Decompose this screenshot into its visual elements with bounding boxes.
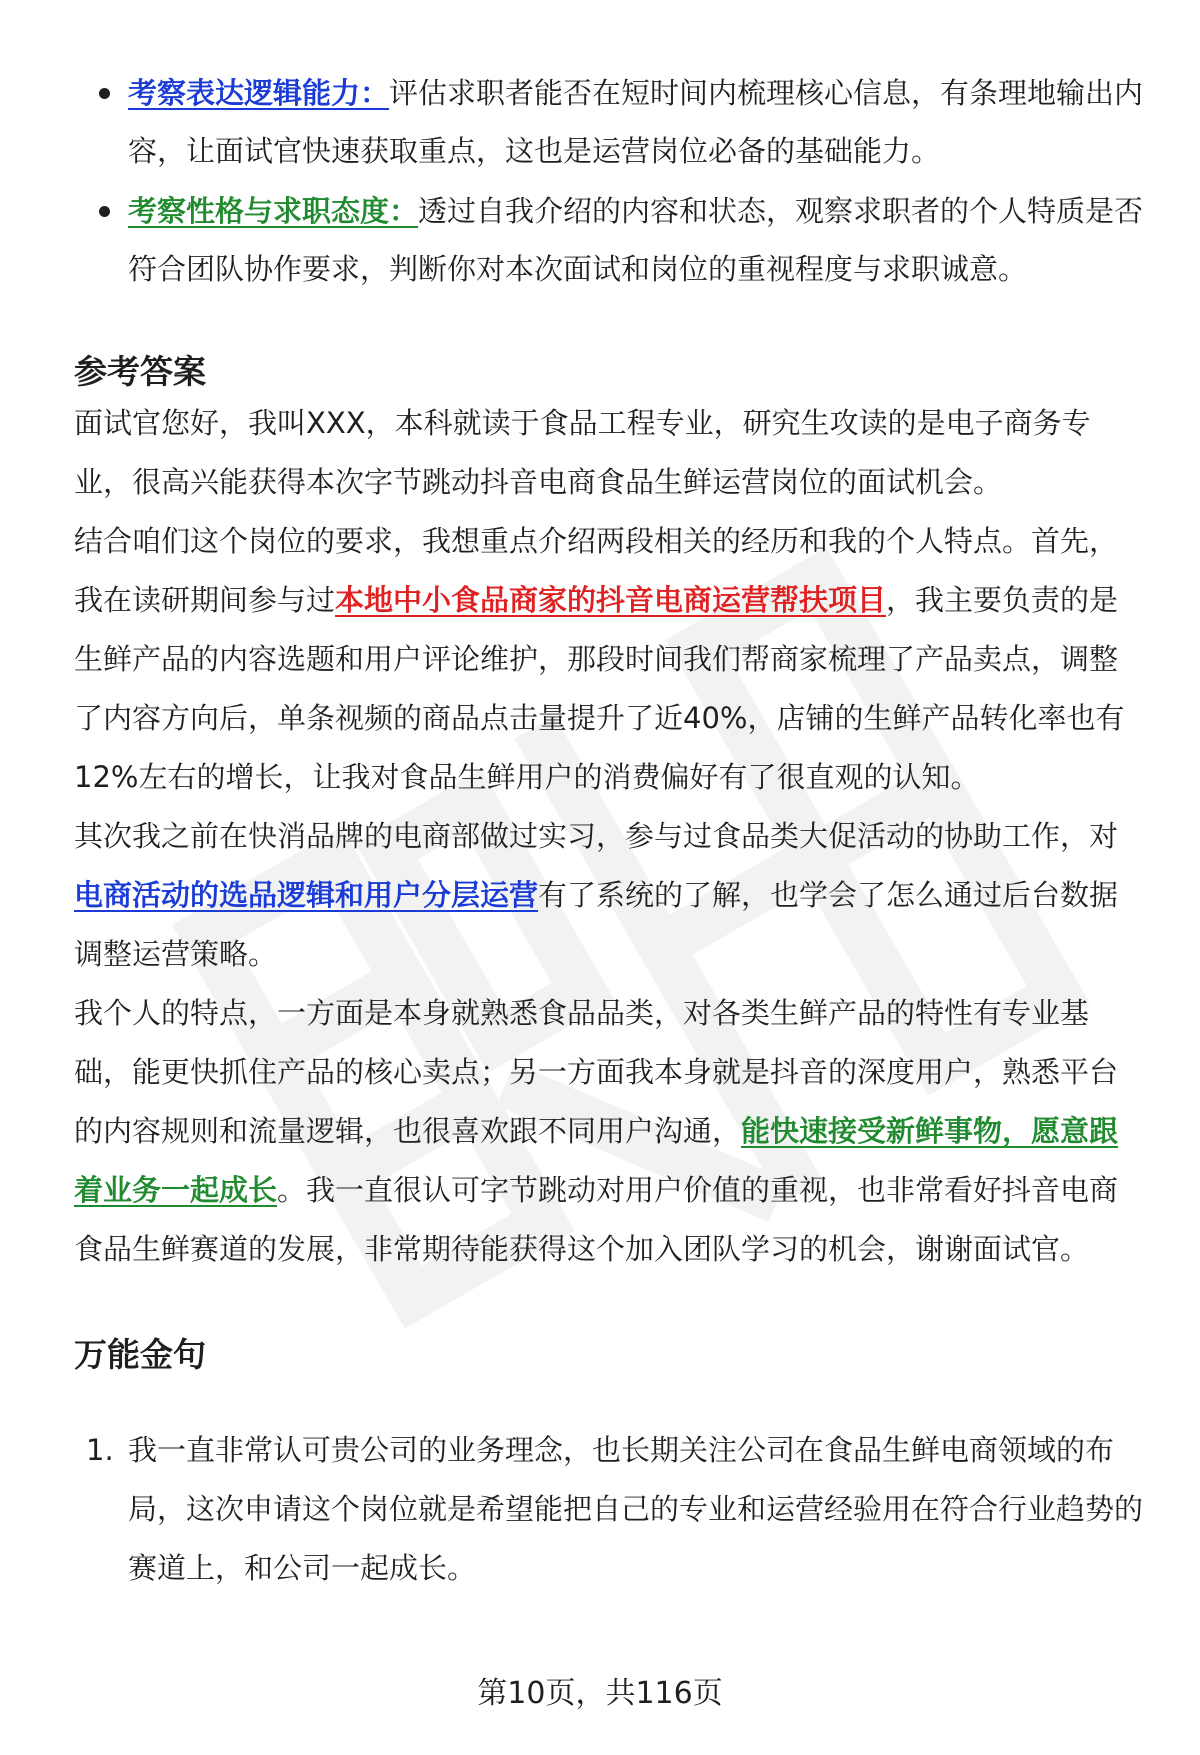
paragraph-text: 我个人的特点，一方面是本身就熟悉食品品类，对各类生鲜产品的特性有专业基础，能更快抓住产品的核心卖点；另一方面我本身就是抖音的深度用户，熟悉平台的内容规则和流量逻辑，也很喜欢跟不同用户沟通， xyxy=(74,996,1119,1148)
answer-internship-paragraph xyxy=(74,807,1146,984)
list-item-number: 1. xyxy=(86,1433,114,1467)
list-item xyxy=(74,1421,1146,1598)
bullet-dot-icon xyxy=(99,88,110,99)
answer-intro-paragraph: 面试官您好，我叫XXX，本科就读于食品工程专业，研究生攻读的是电子商务专业，很高兴能获得本次字节跳动抖音电商食品生鲜运营岗位的面试机会。 xyxy=(74,406,1091,499)
answer-personal-traits-paragraph xyxy=(74,984,1146,1279)
paragraph-text: 有了系统的了解，也学会了怎么通过后台数据调整运营策略。 xyxy=(74,878,1119,971)
paragraph-text: 其次我之前在快消品牌的电商部做过实习，参与过食品类大促活动的协助工作，对 xyxy=(74,819,1119,853)
bullet-text: 评估求职者能否在短时间内梳理核心信息，有条理地输出内容，让面试官快速获取重点，这也是运营岗位必备的基础能力。 xyxy=(128,76,1144,168)
section-heading-golden-sentences: 万能金句 xyxy=(74,1335,206,1374)
highlight-growth-attitude: 能快速接受新鲜事物，愿意跟着业务一起成长 xyxy=(74,1114,1119,1207)
section-heading-answer: 参考答案 xyxy=(74,352,206,391)
answer-experience-paragraph xyxy=(74,512,1146,807)
highlight-project: 本地中小食品商家的抖音电商运营帮扶项目 xyxy=(335,583,887,617)
keyword-personality-attitude: 考察性格与求职态度： xyxy=(128,194,419,228)
golden-sentence-list xyxy=(74,1421,1146,1598)
list-item xyxy=(74,64,1146,180)
highlight-operations-logic: 电商活动的选品逻辑和用户分层运营 xyxy=(74,878,539,912)
paragraph-text: 结合咱们这个岗位的要求，我想重点介绍两段相关的经历和我的个人特点。首先，我在读研期间参与过 xyxy=(74,524,1119,617)
page-number-footer: 第10页，共116页 xyxy=(477,1676,723,1711)
list-item-text: 我一直非常认可贵公司的业务理念，也长期关注公司在食品生鲜电商领域的布局，这次申请这个岗位就是希望能把自己的专业和运营经验用在符合行业趋势的赛道上，和公司一起成长。 xyxy=(128,1433,1144,1585)
bullet-dot-icon xyxy=(99,206,110,217)
bullet-text: 透过自我介绍的内容和状态，观察求职者的个人特质是否符合团队协作要求，判断你对本次面试和岗位的重视程度与求职诚意。 xyxy=(128,194,1144,286)
list-item xyxy=(74,182,1146,298)
keyword-expression-logic: 考察表达逻辑能力： xyxy=(128,76,390,110)
document-content xyxy=(74,64,1146,1598)
paragraph-text: 。我一直很认可字节跳动对用户价值的重视，也非常看好抖音电商食品生鲜赛道的发展，非常期待能获得这个加入团队学习的机会，谢谢面试官。 xyxy=(74,1173,1119,1266)
paragraph-text: ，我主要负责的是生鲜产品的内容选题和用户评论维护，那段时间我们帮商家梳理了产品卖点，调整了内容方向后，单条视频的商品点击量提升了近40%，店铺的生鲜产品转化率也有12%左右的增长，让我对食品生鲜用户的消费偏好有了很直观的认知。 xyxy=(74,583,1125,794)
assessment-bullet-list xyxy=(74,64,1146,298)
